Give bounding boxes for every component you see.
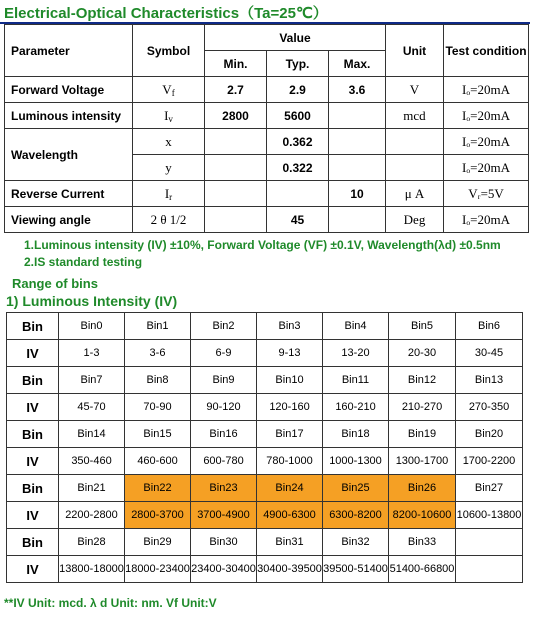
row-wavelength-x: [5, 129, 529, 155]
iv-row: [7, 448, 523, 475]
iv-row-label: IV: [7, 448, 59, 475]
min-cell: [205, 207, 267, 233]
header-max: Max.: [329, 51, 386, 77]
bin-cell: Bin18: [323, 421, 389, 448]
header-typ: Typ.: [267, 51, 329, 77]
iv-cell: [456, 556, 523, 583]
header-test-condition: Test condition: [444, 25, 529, 77]
iv-cell: 160-210: [323, 394, 389, 421]
unit-footnote: **IV Unit: mcd. λ d Unit: nm. Vf Unit:V: [4, 596, 217, 610]
header-symbol: Symbol: [133, 25, 205, 77]
max-cell: 10: [329, 181, 386, 207]
bins-table: [6, 312, 523, 583]
iv-cell: 4900-6300: [257, 502, 323, 529]
row-luminous-intensity: [5, 103, 529, 129]
min-cell: [205, 181, 267, 207]
bin-row: [7, 529, 523, 556]
iv-cell: 1700-2200: [456, 448, 523, 475]
bin-row: [7, 475, 523, 502]
symbol-cell: 2 θ 1/2: [133, 207, 205, 233]
iv-cell: 120-160: [257, 394, 323, 421]
symbol-cell: [133, 77, 205, 103]
bin-cell: Bin11: [323, 367, 389, 394]
iv-cell: 13800-18000: [59, 556, 125, 583]
bin-row-label: Bin: [7, 529, 59, 556]
test-cell: Iₒ=20mA: [444, 129, 529, 155]
notes: [24, 237, 501, 271]
bin-row-label: Bin: [7, 475, 59, 502]
bin-cell: Bin20: [456, 421, 523, 448]
unit-cell: Deg: [386, 207, 444, 233]
row-viewing-angle: [5, 207, 529, 233]
bin-cell: Bin25: [323, 475, 389, 502]
iv-row: [7, 556, 523, 583]
symbol-cell: [133, 181, 205, 207]
unit-cell: [386, 129, 444, 155]
bin-cell: Bin10: [257, 367, 323, 394]
iv-cell: 3700-4900: [191, 502, 257, 529]
test-cell: Iₒ=20mA: [444, 207, 529, 233]
row-reverse-current: [5, 181, 529, 207]
param-cell: Viewing angle: [5, 207, 133, 233]
bin-cell: Bin9: [191, 367, 257, 394]
min-cell: [205, 155, 267, 181]
iv-cell: 8200-10600: [389, 502, 456, 529]
param-cell: Luminous intensity: [5, 103, 133, 129]
symbol-main: V: [162, 81, 172, 97]
bin-cell: Bin23: [191, 475, 257, 502]
iv-row: [7, 340, 523, 367]
symbol-main: I: [164, 185, 170, 201]
bin-cell: Bin31: [257, 529, 323, 556]
param-cell: Wavelength: [5, 129, 133, 181]
bin-cell: Bin30: [191, 529, 257, 556]
symbol-cell: x: [133, 129, 205, 155]
electrical-optical-table: [4, 24, 529, 233]
bin-row-label: Bin: [7, 421, 59, 448]
iv-cell: 6300-8200: [323, 502, 389, 529]
bin-cell: Bin19: [389, 421, 456, 448]
bin-cell: Bin14: [59, 421, 125, 448]
bin-cell: Bin32: [323, 529, 389, 556]
typ-cell: 0.322: [267, 155, 329, 181]
bin-cell: Bin27: [456, 475, 523, 502]
max-cell: [329, 129, 386, 155]
symbol-sub: f: [171, 87, 175, 98]
iv-cell: 1-3: [59, 340, 125, 367]
bin-cell: Bin5: [389, 313, 456, 340]
iv-row: [7, 394, 523, 421]
test-cell: Iₒ=20mA: [444, 103, 529, 129]
iv-cell: 23400-30400: [191, 556, 257, 583]
typ-cell: 5600: [267, 103, 329, 129]
header-parameter: Parameter: [5, 25, 133, 77]
symbol-cell: [133, 103, 205, 129]
iv-row-label: IV: [7, 502, 59, 529]
bin-cell: Bin12: [389, 367, 456, 394]
iv-row-label: IV: [7, 340, 59, 367]
test-cell: Vᵣ=5V: [444, 181, 529, 207]
iv-cell: 90-120: [191, 394, 257, 421]
range-of-bins-heading: Range of bins: [12, 276, 98, 291]
symbol-cell: y: [133, 155, 205, 181]
min-cell: 2.7: [205, 77, 267, 103]
header-value: Value: [205, 25, 386, 51]
bin-cell: Bin15: [125, 421, 191, 448]
iv-cell: 10600-13800: [456, 502, 523, 529]
symbol-sub: r: [169, 191, 173, 202]
bin-cell: [456, 529, 523, 556]
min-cell: 2800: [205, 103, 267, 129]
iv-cell: 3-6: [125, 340, 191, 367]
iv-cell: 30-45: [456, 340, 523, 367]
iv-cell: 45-70: [59, 394, 125, 421]
row-forward-voltage: [5, 77, 529, 103]
typ-cell: [267, 181, 329, 207]
iv-cell: 2200-2800: [59, 502, 125, 529]
bin-cell: Bin7: [59, 367, 125, 394]
iv-cell: 18000-23400: [125, 556, 191, 583]
iv-cell: 13-20: [323, 340, 389, 367]
bin-cell: Bin28: [59, 529, 125, 556]
bin-cell: Bin21: [59, 475, 125, 502]
test-cell: Iₒ=20mA: [444, 155, 529, 181]
test-cell: Iₒ=20mA: [444, 77, 529, 103]
iv-row: [7, 502, 523, 529]
iv-cell: 70-90: [125, 394, 191, 421]
iv-row-label: IV: [7, 556, 59, 583]
max-cell: [329, 103, 386, 129]
unit-cell: mcd: [386, 103, 444, 129]
typ-cell: 0.362: [267, 129, 329, 155]
iv-cell: 1300-1700: [389, 448, 456, 475]
min-cell: [205, 129, 267, 155]
max-cell: [329, 155, 386, 181]
bin-row: [7, 421, 523, 448]
bin-cell: Bin1: [125, 313, 191, 340]
max-cell: 3.6: [329, 77, 386, 103]
bin-row: [7, 367, 523, 394]
param-cell: Reverse Current: [5, 181, 133, 207]
header-min: Min.: [205, 51, 267, 77]
bin-cell: Bin26: [389, 475, 456, 502]
iv-row-label: IV: [7, 394, 59, 421]
bin-cell: Bin13: [456, 367, 523, 394]
header-unit: Unit: [386, 25, 444, 77]
bin-cell: Bin22: [125, 475, 191, 502]
bin-cell: Bin0: [59, 313, 125, 340]
iv-cell: 460-600: [125, 448, 191, 475]
bin-cell: Bin33: [389, 529, 456, 556]
luminous-intensity-heading: 1) Luminous Intensity (IV): [6, 293, 178, 309]
iv-cell: 210-270: [389, 394, 456, 421]
iv-cell: 2800-3700: [125, 502, 191, 529]
note-1: 1.Luminous intensity (IV) ±10%, Forward Voltage (VF) ±0.1V, Wavelength(λd) ±0.5nm: [24, 238, 501, 252]
unit-cell: μ A: [386, 181, 444, 207]
unit-cell: V: [386, 77, 444, 103]
bin-cell: Bin2: [191, 313, 257, 340]
iv-cell: 1000-1300: [323, 448, 389, 475]
iv-cell: 39500-51400: [323, 556, 389, 583]
iv-cell: 51400-66800: [389, 556, 456, 583]
section-title: Electrical-Optical Characteristics（Ta=25℃）: [4, 5, 328, 22]
bin-cell: Bin29: [125, 529, 191, 556]
param-cell: Forward Voltage: [5, 77, 133, 103]
bin-cell: Bin16: [191, 421, 257, 448]
symbol-sub: v: [168, 113, 173, 124]
typ-cell: 2.9: [267, 77, 329, 103]
iv-cell: 30400-39500: [257, 556, 323, 583]
bin-cell: Bin6: [456, 313, 523, 340]
symbol-main: I: [164, 107, 169, 123]
max-cell: [329, 207, 386, 233]
bin-cell: Bin8: [125, 367, 191, 394]
bin-cell: Bin3: [257, 313, 323, 340]
bin-row-label: Bin: [7, 367, 59, 394]
iv-cell: 20-30: [389, 340, 456, 367]
bin-row: [7, 313, 523, 340]
bin-cell: Bin24: [257, 475, 323, 502]
iv-cell: 350-460: [59, 448, 125, 475]
iv-cell: 600-780: [191, 448, 257, 475]
bin-cell: Bin17: [257, 421, 323, 448]
bin-row-label: Bin: [7, 313, 59, 340]
typ-cell: 45: [267, 207, 329, 233]
unit-cell: [386, 155, 444, 181]
iv-cell: 270-350: [456, 394, 523, 421]
iv-cell: 6-9: [191, 340, 257, 367]
iv-cell: 780-1000: [257, 448, 323, 475]
iv-cell: 9-13: [257, 340, 323, 367]
note-2: 2.IS standard testing: [24, 255, 143, 269]
bin-cell: Bin4: [323, 313, 389, 340]
